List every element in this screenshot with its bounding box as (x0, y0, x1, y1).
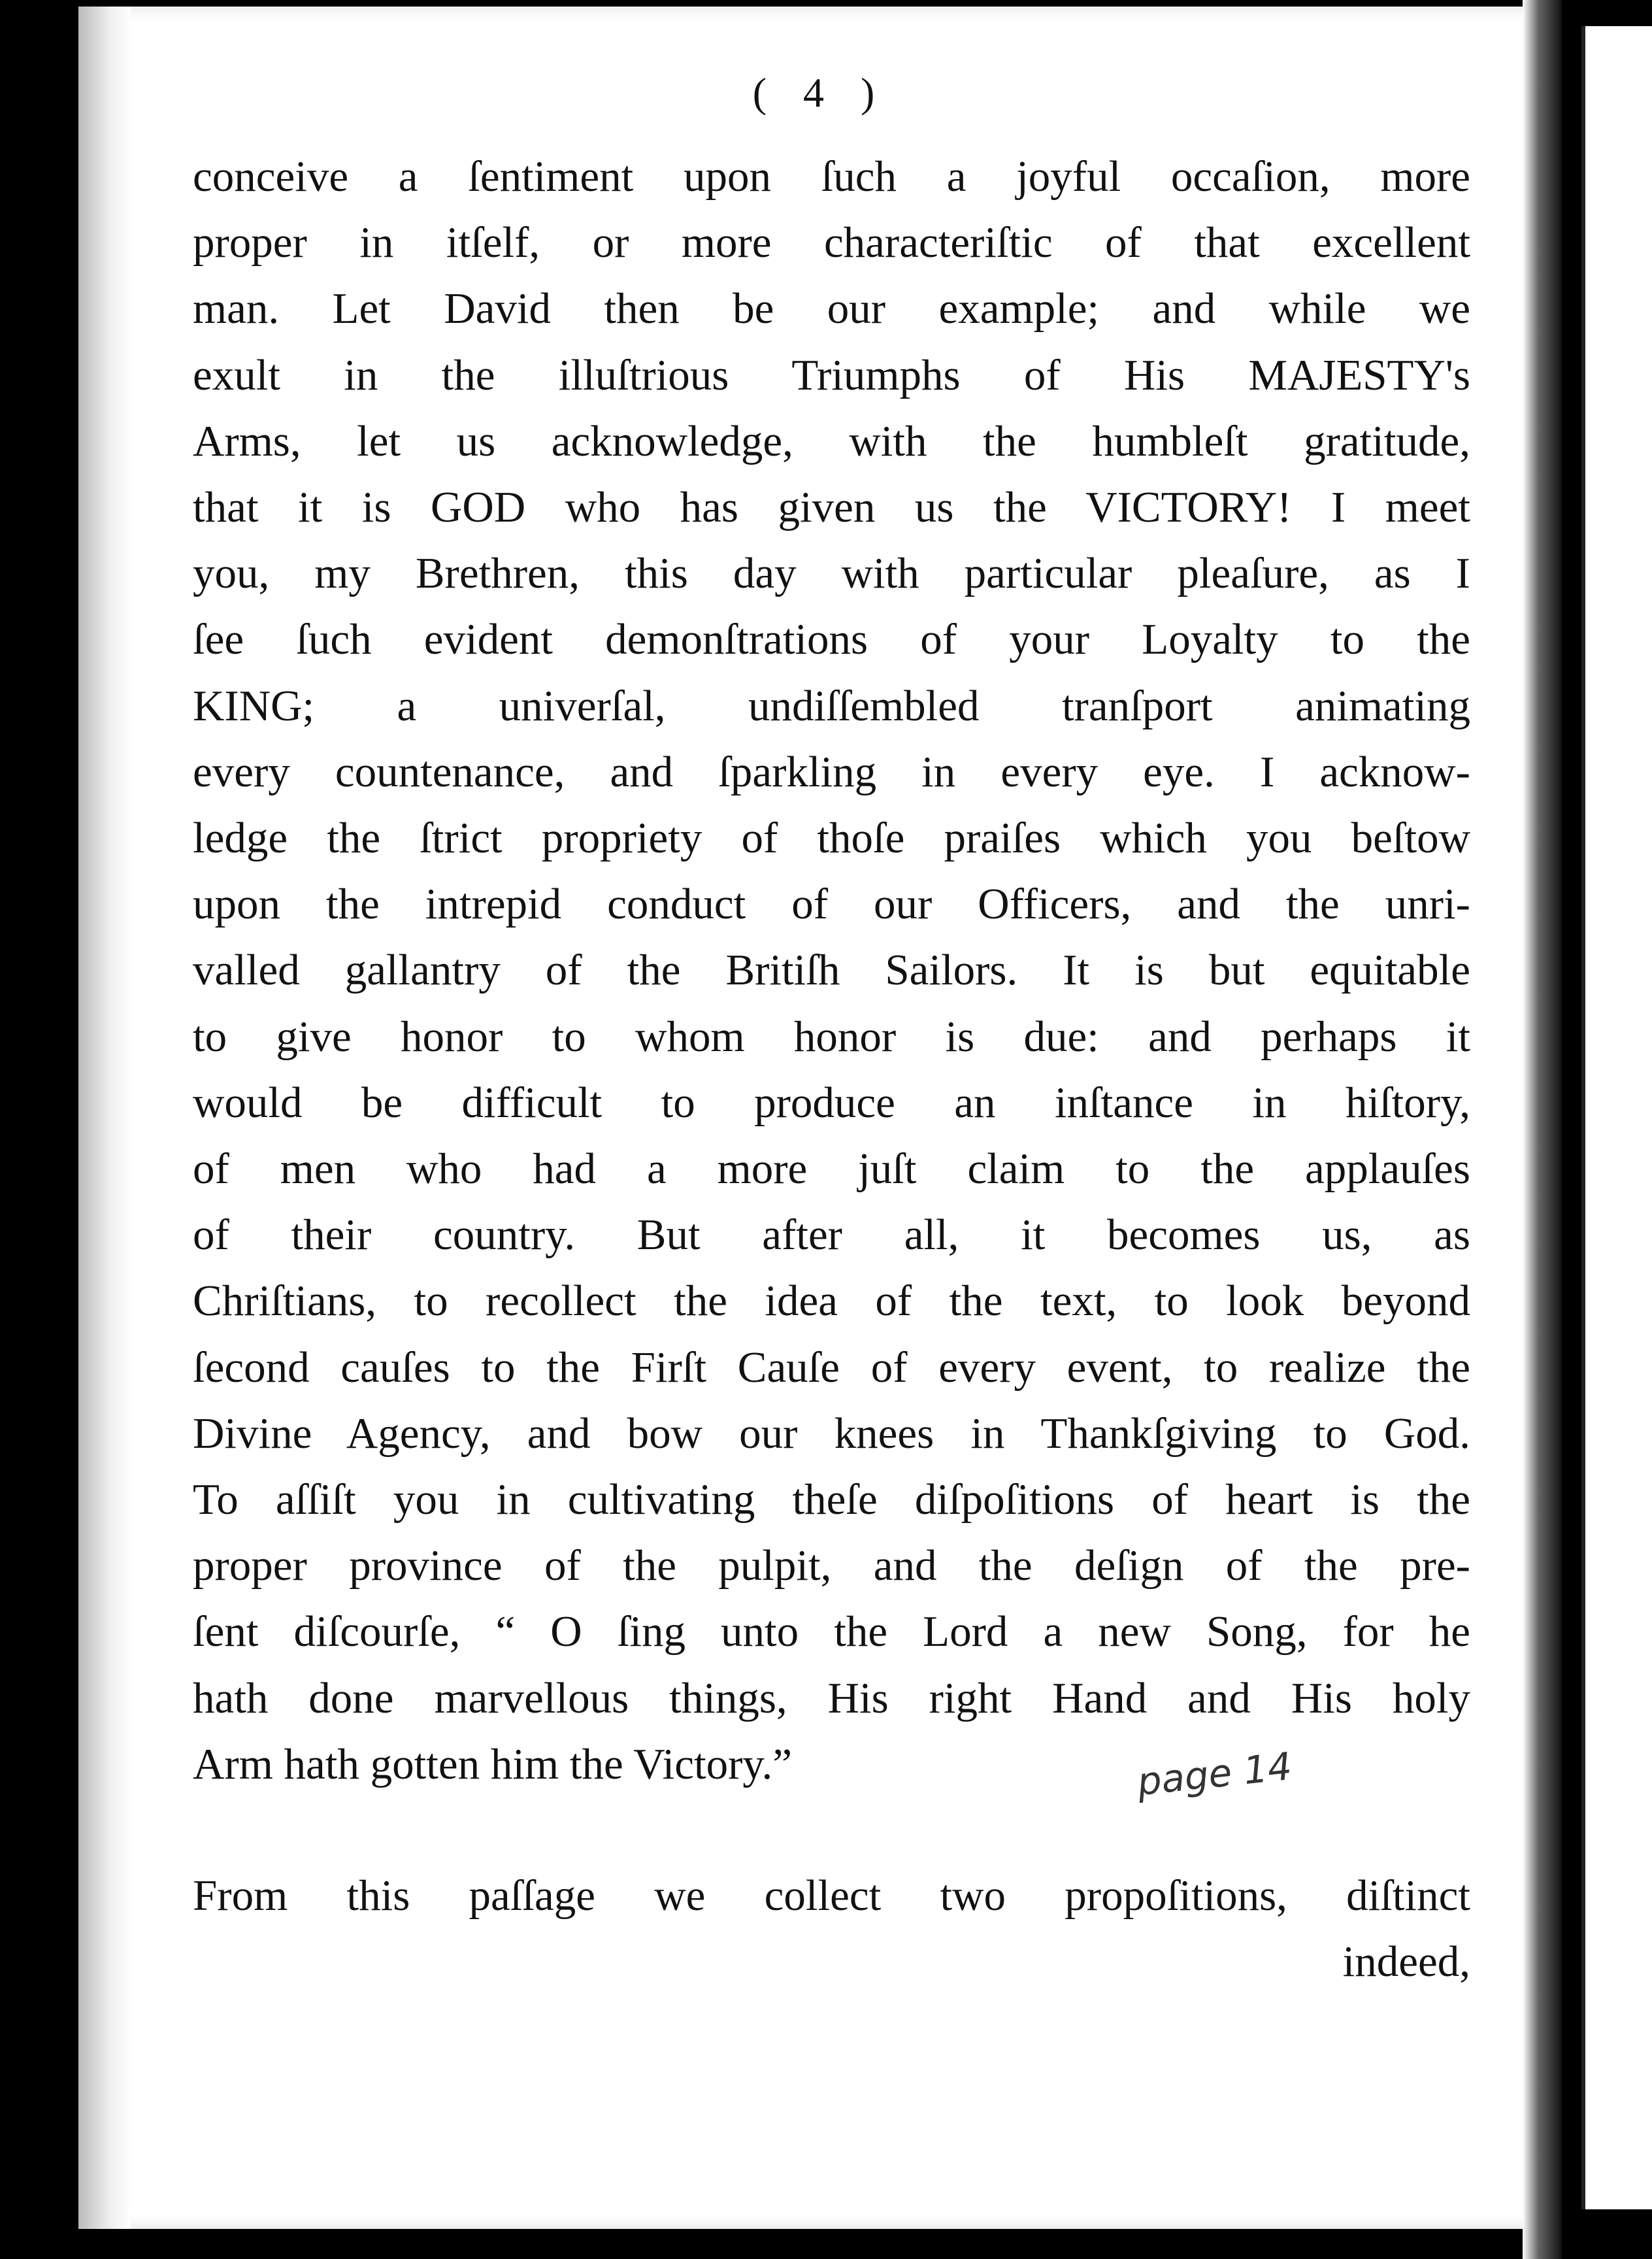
text-line-1: conceive a ſentiment upon ſuch a joyful occaſion, more (193, 152, 1470, 201)
text-line-22: proper province of the pulpit, and the deſign of the pre- (193, 1541, 1470, 1590)
text-line-17: of their country. But after all, it becomes us, as (193, 1211, 1470, 1260)
text-line-4: exult in the illuſtrious Triumphs of His MAJESTY's (193, 350, 1470, 399)
text-line-20: Divine Agency, and bow our knees in Thankſgiving to God. (193, 1409, 1470, 1458)
binding-gutter (78, 7, 131, 2229)
text-line-15: would be difficult to produce an inſtance in hiſtory, (193, 1078, 1470, 1127)
text-line-6: that it is GOD who has given us the VICTORY! I meet (193, 483, 1470, 532)
page-number-header: ( 4 ) (752, 69, 888, 116)
text-line-2: proper in itſelf, or more characteriſtic of that excellent (193, 218, 1470, 267)
text-line-9: KING; a univerſal, undiſſembled tranſport animating (193, 681, 1470, 730)
text-line-18: Chriſtians, to recollect the idea of the text, to look beyond (193, 1277, 1470, 1326)
text-line-8: ſee ſuch evident demonſtrations of your Loyalty to the (193, 615, 1470, 664)
text-line-11: ledge the ſtrict propriety of thoſe praiſes which you beſtow (193, 814, 1470, 863)
page-edge-shadow (1523, 0, 1562, 2259)
text-line-16: of men who had a more juſt claim to the applauſes (193, 1145, 1470, 1194)
text-line-12: upon the intrepid conduct of our Officers, and the unri- (193, 880, 1470, 929)
text-line-10: every countenance, and ſparkling in every eye. I acknow- (193, 747, 1470, 796)
book-page (78, 7, 1562, 2229)
text-line-21: To aſſiſt you in cultivating theſe diſpoſitions of heart is the (193, 1475, 1470, 1524)
text-line-7: you, my Brethren, this day with particular pleaſure, as I (193, 549, 1470, 598)
text-line-14: to give honor to whom honor is due: and perhaps it (193, 1012, 1470, 1061)
text-line-3: man. Let David then be our example; and while we (193, 284, 1470, 333)
body-text (193, 144, 1470, 1995)
catchword: indeed, (1342, 1937, 1470, 1986)
paragraph-2-line: From this paſſage we collect two propoſitions, diſtinct (193, 1871, 1470, 1920)
adjacent-page (1581, 26, 1652, 2209)
text-line-25: Arm hath gotten him the Victory.” (193, 1739, 793, 1788)
text-line-13: valled gallantry of the Britiſh Sailors. It is but equitable (193, 946, 1470, 995)
text-line-5: Arms, let us acknowledge, with the humbleſt gratitude, (193, 416, 1470, 465)
text-line-19: ſecond cauſes to the Firſt Cauſe of every event, to realize the (193, 1343, 1470, 1392)
text-line-23: ſent diſcourſe, “ O ſing unto the Lord a new Song, for he (193, 1607, 1470, 1656)
handwritten-page-note: page 14 (1135, 1743, 1295, 1805)
text-line-24: hath done marvellous things, His right Hand and His holy (193, 1673, 1470, 1722)
